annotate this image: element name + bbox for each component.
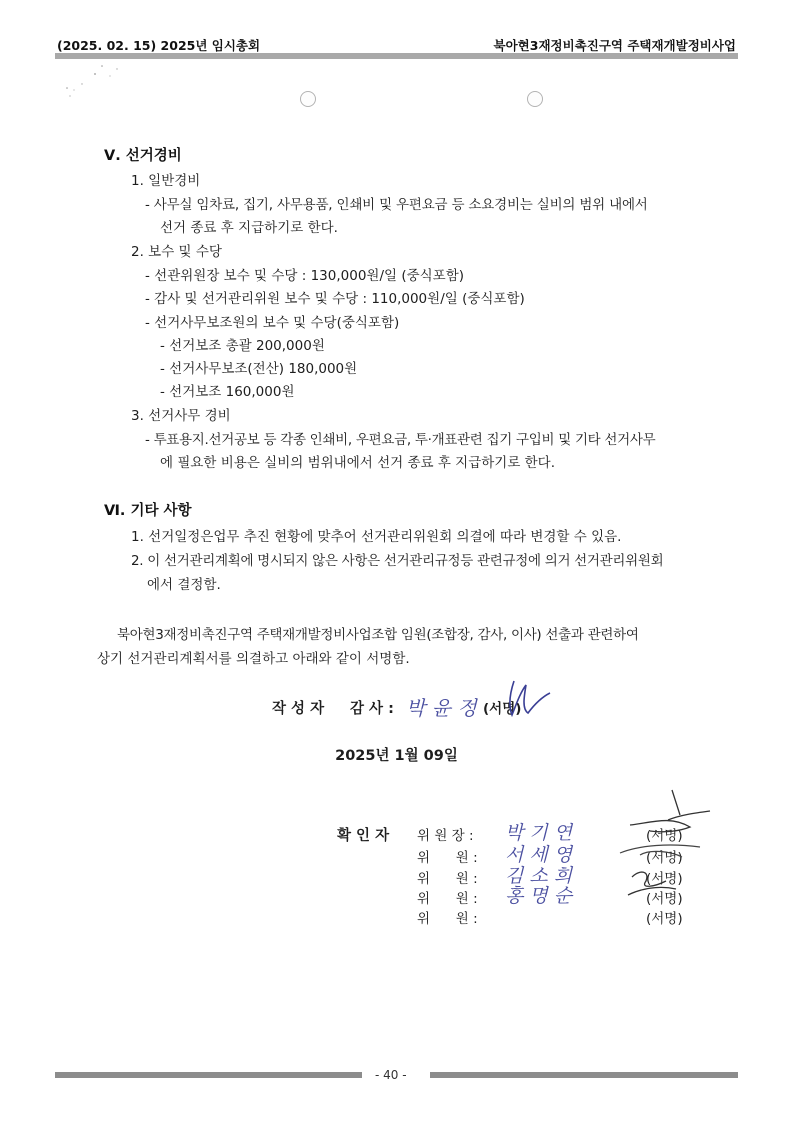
closing-line2: 상기 선거관리계획서를 의결하고 아래와 같이 서명함. [97, 651, 410, 667]
confirm-role: 위 원 : [417, 911, 478, 927]
section-v-item2-line2: - 감사 및 선거관리위원 보수 및 수당 : 110,000원/일 (중식포함) [145, 291, 525, 307]
confirm-role: 위 원 : [417, 871, 478, 887]
section-v-item2-line5: - 선거사무보조(전산) 180,000원 [160, 361, 358, 377]
section-v-title: Ⅴ. 선거경비 [104, 148, 182, 164]
section-v-item2-title: 2. 보수 및 수당 [131, 244, 222, 260]
header-left-text: (2025. 02. 15) 2025년 임시총회 [57, 38, 261, 53]
confirm-handwritten: 서 세 영 [505, 844, 573, 866]
header-rule [55, 53, 738, 59]
confirm-sign: (서명) [646, 871, 683, 887]
confirm-role: 위 원 : [417, 891, 478, 907]
section-v-item3-line2: 에 필요한 비용은 실비의 범위내에서 선거 종료 후 지급하기로 한다. [160, 455, 556, 471]
confirm-sign: (서명) [646, 828, 683, 844]
section-v-item1-line1: - 사무실 임차료, 집기, 사무용품, 인쇄비 및 우편요금 등 소요경비는 실비의 범위 내에서 [145, 197, 648, 213]
confirm-sign: (서명) [646, 850, 683, 866]
section-vi-line1: 1. 선거일정은업무 추진 현황에 맞추어 선거관리위원회 의결에 따라 변경할 수 있음. [131, 529, 622, 545]
footer-rule-left [55, 1072, 362, 1078]
section-vi-line2: 2. 이 선거관리계획에 명시되지 않은 사항은 선거관리규정등 관련규정에 의거 선거관리위원회 [131, 553, 664, 569]
section-v-item2-line3: - 선거사무보조원의 보수 및 수당(중식포함) [145, 315, 400, 331]
author-sign-mark: (서명) [483, 701, 522, 717]
scan-specks [62, 60, 132, 105]
confirm-handwritten: 김 소 희 [505, 865, 573, 887]
confirm-label: 확 인 자 [337, 828, 390, 844]
footer-rule-right [430, 1072, 738, 1078]
author-role: 감 사 : [350, 701, 394, 717]
section-vi-line3: 에서 결정함. [147, 577, 221, 593]
header-right-text: 북아현3재정비촉진구역 주택재개발정비사업 [493, 38, 736, 53]
confirm-sign: (서명) [646, 911, 683, 927]
confirm-sign: (서명) [646, 891, 683, 907]
section-vi-title: Ⅵ. 기타 사항 [104, 503, 192, 519]
section-v-item3-line1: - 투표용지.선거공보 등 각종 인쇄비, 우편요금, 투·개표관련 집기 구입비 및 기타 선거사무 [145, 432, 656, 448]
confirm-role: 위 원 : [417, 850, 478, 866]
section-v-item1-line2: 선거 종료 후 지급하기로 한다. [160, 220, 338, 236]
section-v-item2-line1: - 선관위원장 보수 및 수당 : 130,000원/일 (중식포함) [145, 268, 465, 284]
confirm-handwritten: 홍 명 순 [505, 885, 573, 907]
section-v-item2-line6: - 선거보조 160,000원 [160, 384, 295, 400]
committee-signature-scribbles [610, 785, 720, 910]
punch-hole-right [527, 91, 543, 107]
confirm-handwritten: 박 기 연 [505, 822, 573, 844]
section-v-item2-line4: - 선거보조 총괄 200,000원 [160, 338, 325, 354]
author-handwritten-name: 박 윤 정 [406, 696, 477, 720]
section-v-item3-title: 3. 선거사무 경비 [131, 408, 231, 424]
section-v-item1-title: 1. 일반경비 [131, 173, 201, 189]
closing-line1: 북아현3재정비촉진구역 주택재개발정비사업조합 임원(조합장, 감사, 이사) 선출과 관련하여 [117, 627, 639, 643]
punch-hole-left [300, 91, 316, 107]
confirm-role: 위 원 장 : [417, 828, 474, 844]
document-date: 2025년 1월 09일 [335, 748, 458, 764]
author-signature-scribble [500, 675, 560, 723]
page-number: - 40 - [375, 1068, 407, 1082]
author-label: 작 성 자 [272, 701, 325, 717]
